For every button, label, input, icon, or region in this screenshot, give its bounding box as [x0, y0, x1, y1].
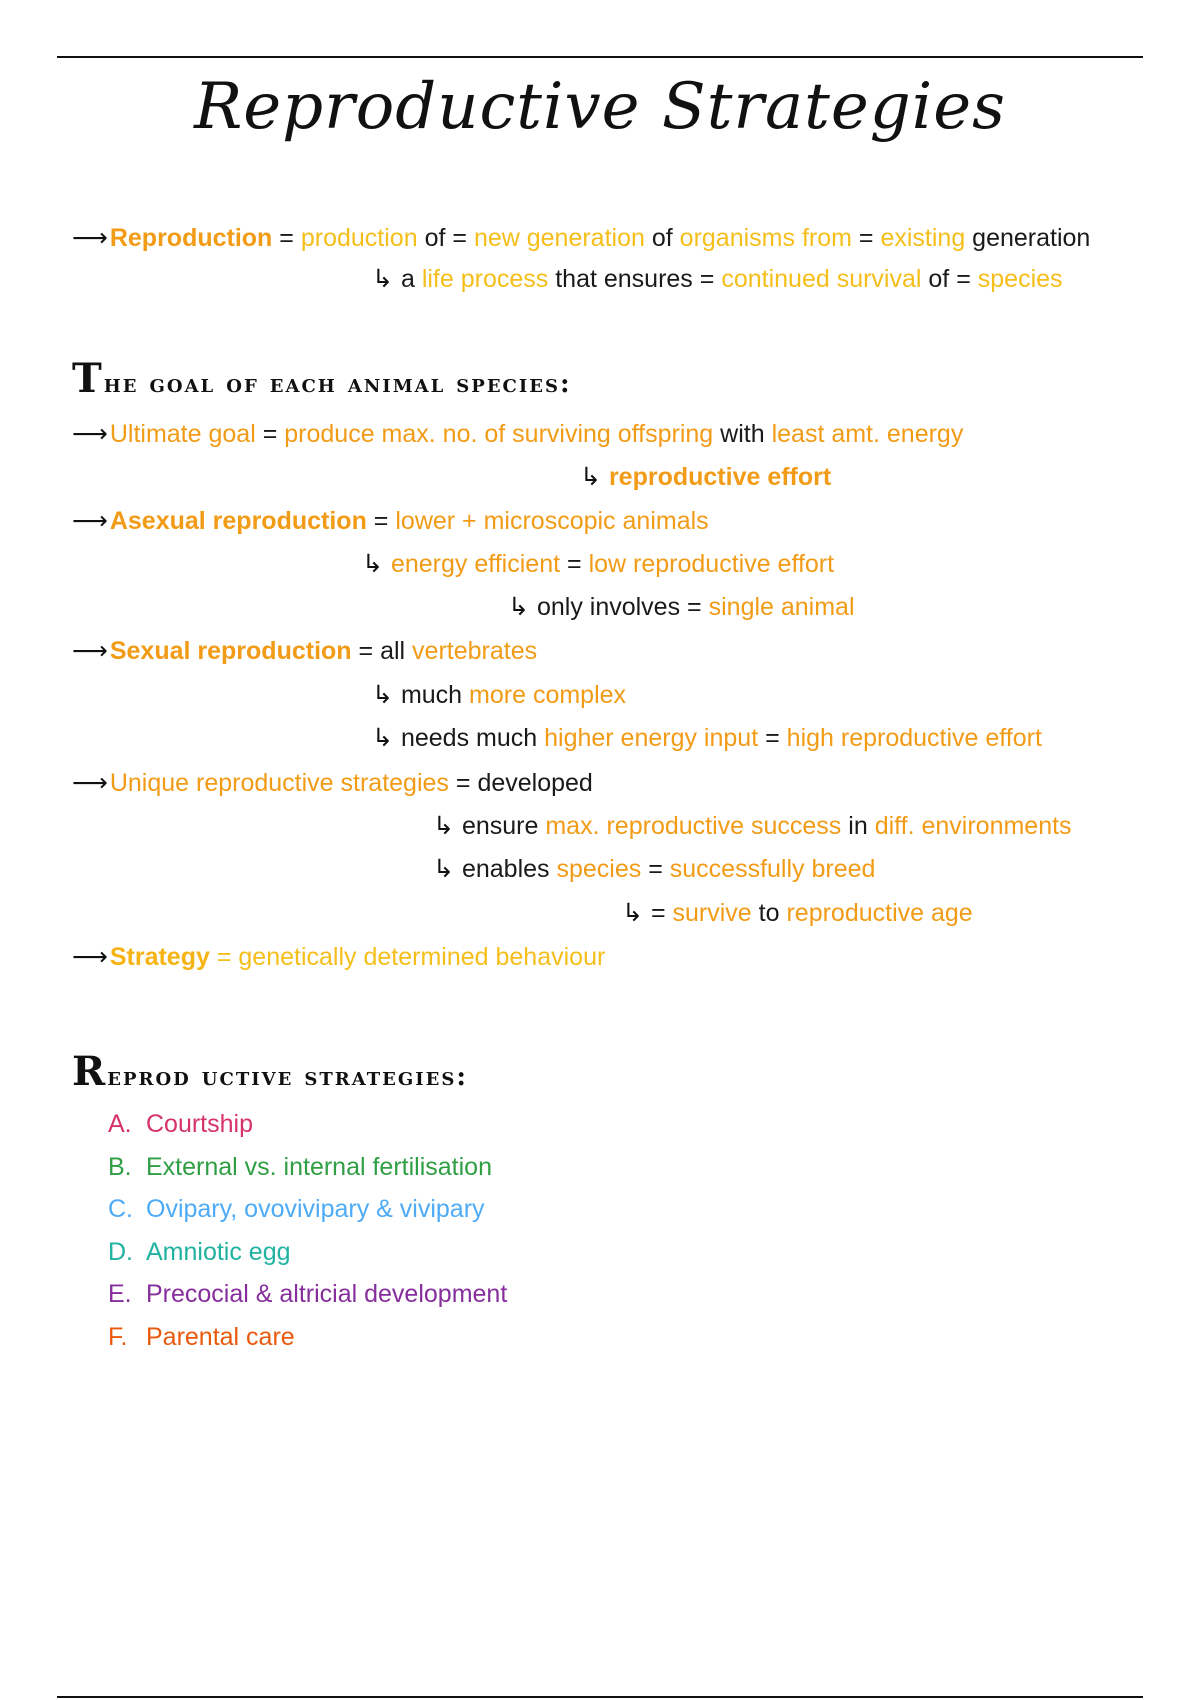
strategy-letter: F.: [108, 1322, 128, 1351]
word: developed: [477, 769, 593, 797]
word: species: [977, 265, 1063, 293]
sub-arrow-icon: ↳: [508, 592, 529, 621]
strategy-text: Amniotic egg: [146, 1237, 291, 1266]
word: life process: [421, 265, 549, 293]
word: survive: [672, 899, 752, 927]
word: low reproductive effort: [588, 550, 835, 578]
word: Sexual reproduction: [109, 637, 352, 665]
word: energy efficient: [390, 550, 561, 578]
intro-line-2: [372, 262, 1063, 296]
goal-line-13: [72, 940, 605, 974]
goal-line-10: [433, 809, 1072, 843]
word: all: [380, 637, 406, 665]
equals: =: [358, 637, 374, 665]
word: vertebrates: [412, 637, 538, 665]
word: production: [300, 224, 418, 252]
goal-line-6: [72, 634, 537, 668]
arrow-icon: ⟶: [72, 419, 108, 448]
equals: =: [687, 593, 702, 621]
word: reproductive age: [786, 899, 973, 927]
strategy-text: Precocial & altricial development: [146, 1280, 508, 1308]
strategy-item: [108, 1153, 492, 1182]
goal-line-11: [433, 852, 875, 886]
sub-arrow-icon: ↳: [433, 811, 454, 840]
word: with: [720, 420, 765, 448]
word: of: [928, 265, 950, 293]
word: Strategy: [109, 943, 210, 971]
strategy-text: Ovipary, ovovivipary & vivipary: [146, 1195, 485, 1223]
word: enables: [461, 855, 550, 883]
arrow-icon: ⟶: [72, 942, 108, 971]
strategy-letter: A.: [108, 1110, 132, 1138]
page-title: Reproductive Strategies: [194, 70, 1006, 144]
sub-arrow-icon: ↳: [372, 723, 393, 752]
equals: =: [699, 265, 715, 293]
word: max. reproductive success: [545, 812, 842, 840]
word: only involves: [536, 593, 681, 621]
equals: =: [455, 769, 471, 797]
goal-line-12: [622, 896, 973, 930]
arrow-icon: ⟶: [72, 768, 108, 797]
top-rule: [57, 56, 1143, 58]
goal-line-3: [72, 504, 709, 538]
word: to: [758, 899, 780, 927]
equals: =: [262, 420, 278, 448]
word: single animal: [708, 593, 855, 621]
heading-text: eprod uctive strategies:: [107, 1062, 468, 1092]
word: that ensures: [555, 265, 693, 293]
word: high reproductive effort: [786, 724, 1042, 752]
word: of: [424, 224, 446, 252]
word: a: [400, 265, 415, 293]
word: organisms from: [679, 224, 852, 252]
word: of: [651, 224, 673, 252]
word: reproductive effort: [608, 463, 832, 491]
word: higher energy input: [544, 724, 759, 752]
strategy-letter: E.: [108, 1280, 132, 1308]
heading-initial: T: [72, 355, 104, 402]
strategy-item: [108, 1110, 253, 1139]
word: generation: [972, 224, 1091, 252]
equals: =: [216, 943, 232, 971]
equals: =: [373, 507, 389, 535]
equals: =: [765, 724, 780, 752]
heading-text: he goal of each animal species:: [103, 369, 572, 399]
equals: =: [650, 899, 666, 927]
sub-arrow-icon: ↳: [362, 549, 383, 578]
equals: =: [452, 224, 467, 252]
word: Ultimate goal: [109, 420, 256, 448]
goal-line-1: [72, 417, 963, 451]
strategy-letter: D.: [108, 1237, 133, 1266]
word: genetically determined behaviour: [238, 943, 606, 971]
goal-line-9: [72, 766, 593, 800]
strategy-letter: C.: [108, 1195, 133, 1223]
goal-line-8: [372, 721, 1042, 755]
word: species: [556, 855, 642, 883]
sub-arrow-icon: ↳: [622, 898, 643, 927]
word: produce max. no. of surviving offspring: [284, 420, 714, 448]
strategy-letter: B.: [108, 1152, 132, 1181]
goal-line-2: [580, 460, 831, 494]
heading-initial: R: [72, 1048, 108, 1095]
intro-line-1: [72, 221, 1090, 255]
word: needs much: [400, 724, 538, 752]
strategy-item: [108, 1195, 485, 1224]
arrow-icon: ⟶: [72, 506, 108, 535]
sub-arrow-icon: ↳: [372, 264, 393, 293]
goal-line-4: [362, 547, 834, 581]
word: ensure: [461, 812, 539, 840]
word: existing: [880, 224, 966, 252]
term-reproduction: Reproduction: [109, 224, 273, 252]
goal-line-7: [372, 678, 626, 712]
strategy-text: External vs. internal fertilisation: [146, 1152, 492, 1181]
word: new generation: [473, 224, 645, 252]
word: least amt. energy: [771, 420, 964, 448]
word: Asexual reproduction: [109, 507, 367, 535]
goal-line-5: [508, 590, 855, 624]
arrow-icon: ⟶: [72, 223, 108, 252]
equals: =: [279, 224, 294, 252]
strategies-heading: [72, 1048, 468, 1095]
strategy-item: [108, 1238, 291, 1267]
bottom-rule: [57, 1696, 1143, 1698]
word: Unique reproductive strategies: [109, 769, 449, 797]
strategy-text: Parental care: [146, 1322, 295, 1351]
sub-arrow-icon: ↳: [580, 462, 601, 491]
word: more complex: [469, 681, 627, 709]
equals: =: [956, 265, 971, 293]
equals: =: [567, 550, 582, 578]
word: much: [400, 681, 463, 709]
word: in: [848, 812, 868, 840]
word: successfully breed: [669, 855, 876, 883]
sub-arrow-icon: ↳: [433, 854, 454, 883]
strategy-item: [108, 1280, 507, 1309]
strategy-text: Courtship: [146, 1110, 253, 1138]
strategy-item: [108, 1323, 295, 1352]
word: diff. environments: [874, 812, 1072, 840]
equals: =: [858, 224, 874, 252]
word: continued survival: [721, 265, 922, 293]
word: lower + microscopic animals: [395, 507, 709, 535]
sub-arrow-icon: ↳: [372, 680, 393, 709]
goal-heading: [72, 355, 572, 402]
equals: =: [648, 855, 663, 883]
arrow-icon: ⟶: [72, 636, 108, 665]
